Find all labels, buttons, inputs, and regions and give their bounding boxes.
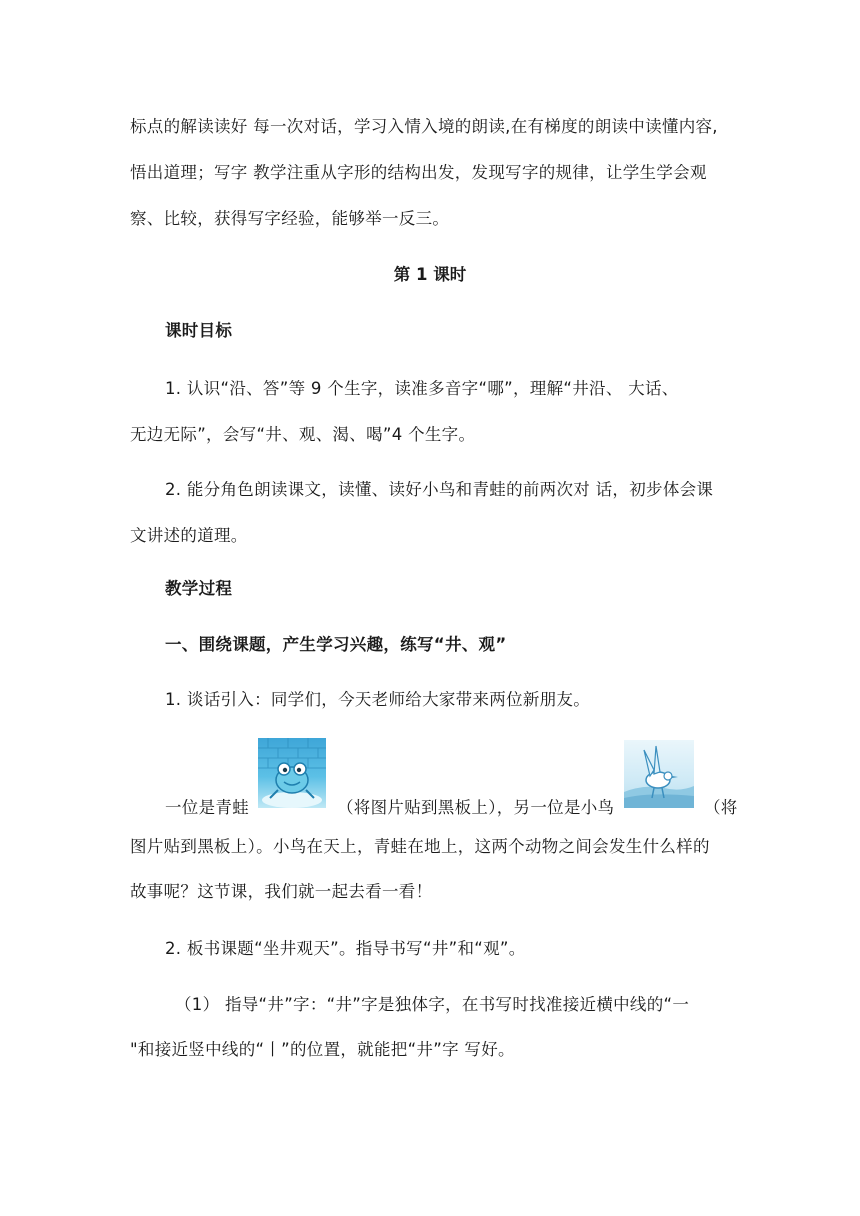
picture-line-text: （将 xyxy=(704,798,738,817)
sub-step-1-line: "和接近竖中线的“丨”的位置，就能把“井”字 写好。 xyxy=(130,1040,515,1059)
step-1-line: 1. 谈话引入：同学们，今天老师给大家带来两位新朋友。 xyxy=(165,690,591,709)
goal-2-line: 文讲述的道理。 xyxy=(130,526,248,545)
bird-picture xyxy=(624,740,694,808)
goal-1-line: 1. 认识“沿、答”等 9 个生字，读准多音字“哪”，理解“井沿、 大话、 xyxy=(165,379,679,398)
frog-illustration-icon xyxy=(258,738,326,808)
sub-step-1-line: （1） 指导“井”字：“井”字是独体字，在书写时找准接近横中线的“一 xyxy=(175,995,690,1014)
process-heading: 教学过程 xyxy=(165,579,233,598)
picture-line-text: （将图片贴到黑板上），另一位是小鸟 xyxy=(337,798,615,817)
goal-1-line: 无边无际”，会写“井、观、渴、喝”4 个生字。 xyxy=(130,425,476,444)
picture-line-text: 一位是青蛙 xyxy=(165,798,249,817)
goals-heading: 课时目标 xyxy=(165,321,233,340)
step-2-line: 2. 板书课题“坐井观天”。指导书写“井”和“观”。 xyxy=(165,939,526,958)
paragraph-line: 标点的解读读好 每一次对话，学习入情入境的朗读,在有梯度的朗读中读懂内容, xyxy=(130,117,718,136)
bird-illustration-icon xyxy=(624,740,694,808)
paragraph-line: 故事呢？这节课，我们就一起去看一看！ xyxy=(130,882,433,901)
section-1-heading: 一、围绕课题，产生学习兴趣，练写“井、观” xyxy=(165,635,507,654)
lesson-title: 第 1 课时 xyxy=(393,265,467,284)
paragraph-line: 察、比较，获得写字经验，能够举一反三。 xyxy=(130,209,450,228)
frog-picture xyxy=(258,738,326,808)
goal-2-line: 2. 能分角色朗读课文，读懂、读好小鸟和青蛙的前两次对 话，初步体会课 xyxy=(165,480,714,499)
paragraph-line: 悟出道理；写字 教学注重从字形的结构出发，发现写字的规律，让学生学会观 xyxy=(130,163,707,182)
paragraph-line: 图片贴到黑板上）。小鸟在天上，青蛙在地上，这两个动物之间会发生什么样的 xyxy=(130,837,710,856)
